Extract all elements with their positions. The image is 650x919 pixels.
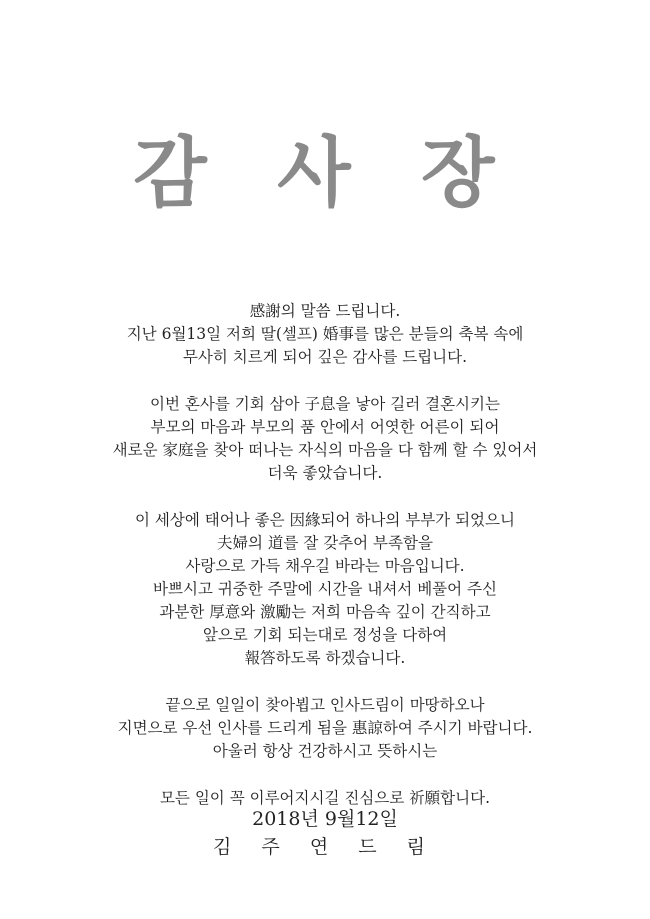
letter-line: 더욱 좋았습니다. [267, 464, 383, 482]
letter-line: 끝으로 일일이 찾아뵙고 인사드림이 마땅하오나 [165, 696, 485, 714]
letter-paragraph [0, 509, 650, 670]
letter-line: 이 세상에 태어나 좋은 因緣되어 하나의 부부가 되었으니 [135, 511, 515, 529]
letter-line: 무사히 치르게 되어 깊은 감사를 드립니다. [182, 348, 468, 366]
letter-line: 夫婦의 道를 잘 갖추어 부족함을 [217, 534, 433, 552]
letter-paragraph [0, 694, 650, 763]
letter-line: 感謝의 말씀 드립니다. [249, 302, 401, 320]
letter-line: 모든 일이 꼭 이루어지시길 진심으로 祈願합니다. [159, 789, 491, 807]
letter-line: 부모의 마음과 부모의 품 안에서 어엿한 어른이 되어 [150, 418, 500, 436]
letter-line: 아울러 항상 건강하시고 뜻하시는 [212, 742, 438, 760]
letter-line: 報答하도록 하겠습니다. [244, 649, 406, 667]
letter-title: 감 사 장 [133, 128, 517, 217]
letter-line: 지면으로 우선 인사를 드리게 됨을 惠諒하여 주시기 바랍니다. [117, 719, 533, 737]
letter-line: 사랑으로 가득 채우길 바라는 마음입니다. [185, 557, 465, 575]
letter-date: 2018년 9월12일 [252, 808, 398, 830]
letter-line: 앞으로 기회 되는대로 정성을 다하여 [202, 626, 448, 644]
letter-line: 이번 혼사를 기회 삼아 子息을 낳아 길러 결혼시키는 [150, 395, 500, 413]
letter-line: 바쁘시고 귀중한 주말에 시간을 내셔서 베풀어 주신 [153, 580, 497, 598]
letter-paragraph [0, 393, 650, 485]
letter-signature: 김 주 연 드 림 [213, 836, 437, 858]
letter-line: 지난 6월13일 저희 딸(셀프) 婚事를 많은 분들의 축복 속에 [126, 325, 524, 343]
letter-line: 과분한 厚意와 激勵는 저희 마음속 깊이 간직하고 [159, 603, 491, 621]
letter-line: 새로운 家庭을 찾아 떠나는 자식의 마음을 다 함께 할 수 있어서 [112, 441, 538, 459]
letter-body [0, 300, 650, 834]
letter-paragraph [0, 300, 650, 369]
